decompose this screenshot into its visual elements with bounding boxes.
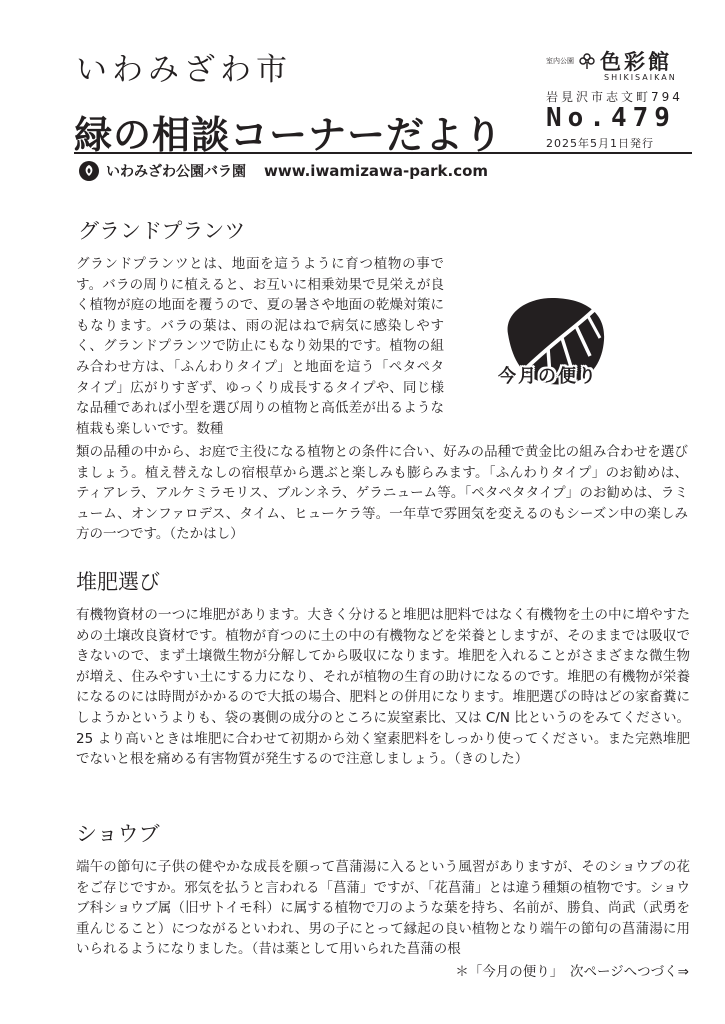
section-paragraph: 有機物資材の一つに堆肥があります。大きく分けると堆肥は肥料ではなく有機物を土の中に増やすための土壌改良資材です。植物が育つのに土の中の有機物などを栄養としますが、そのままでは吸収できないので、まず土壌微生物が分解してから吸収になります。堆肥を入れることがさまざまな微生物が増え、住みやすい土にする力になり、それが植物の生育の助けになるのです。堆肥の有機物が栄養になるのには時間がかかるので大抵の場合、肥料との併用になります。堆肥選びの時はどの家畜糞にしようかというよりも、袋の裏側の成分のところに炭窒素比、又は C/N 比というのをみてください。25 より高いときは堆肥に合わせて初期から効く窒素肥料をしっかり使ってください。また完熟堆肥でないと根を痛める有害物質が発生するので注意しましょう。（きのした）	[76, 607, 690, 768]
newsletter-title: 緑の相談コーナーだより	[74, 113, 504, 157]
logo-subtitle: SHIKISAIKAN	[604, 73, 677, 82]
rose-logo-icon	[78, 160, 100, 182]
section-paragraph: グランドプランツとは、地面を這うように育つ植物の事です。バラの周りに植えると、お互いに相乗効果で見栄えが良く植物が庭の地面を覆うので、夏の暑さや地面の乾燥対策にもなります。バラの葉は、雨の泥はねで病気に感染しやすく、グランドプランツで防止にもなり効果的です。植物の組み合わせ方は、「ふんわりタイプ」と地面を這う「ペタペタタイプ」広がりすぎず、ゆっくり成長するタイプや、同じ様な品種であれば小型を選び周りの植物と高低差が出るような植栽も楽しいです。数種	[76, 256, 444, 437]
park-name: いわみざわ公園バラ園	[106, 164, 246, 180]
section-title-shoubu: ショウブ	[76, 822, 160, 846]
issue-date: 2025年5月1日発行	[546, 137, 654, 150]
section-title-ground-plants: グランドプランツ	[78, 219, 246, 243]
continued-note: ＊「今月の便り」 次ページへつづく⇒	[455, 964, 689, 980]
section-paragraph: 類の品種の中から、お庭で主役になる植物との条件に合い、好みの品種で黄金比の組み合わせを選びましょう。植え替えなしの宿根草から選ぶと楽しみも膨らみます。「ふんわりタイプ」のお勧めは、ティアレラ、アルケミラモリス、ブルンネラ、ゲラニューム等。「ペタペタタイプ」のお勧めは、ラミューム、オンファロデス、タイム、ヒューケラ等。一年草で雰囲気を変えるのもシーズン中の楽しみ方の一つです。（たかはし）	[76, 444, 688, 543]
website-link[interactable]: www.iwamizawa-park.com	[264, 162, 489, 180]
monthly-letter-badge	[486, 292, 662, 412]
section-title-compost: 堆肥選び	[76, 570, 160, 594]
badge-label: 今月の便り	[498, 366, 598, 387]
city-name: いわみざわ市	[76, 52, 292, 88]
leaf-icon	[486, 292, 662, 412]
logo-main-text: 色彩館	[600, 50, 672, 74]
section-paragraph: 端午の節句に子供の健やかな成長を願って菖蒲湯に入るという風習がありますが、そのショウブの花をご存じですか。邪気を払うと言われる「菖蒲」ですが、「花菖蒲」とは違う種類の植物です。ショウブ科ショウブ属（旧サトイモ科）に属する植物で刀のような葉を持ち、名前が、勝負、尚武（武勇を重んじること）につながるといわれ、男の子にとって縁起の良い植物となり端午の節句の菖蒲湯に用いられるようになりました。（昔は薬として用いられた菖蒲の根	[76, 859, 690, 958]
address: 岩見沢市志文町794	[546, 90, 683, 104]
logo-small-text: 室内公園	[546, 56, 574, 65]
park-info	[78, 160, 488, 182]
header-divider	[74, 152, 692, 154]
header-info	[546, 46, 696, 151]
flower-icon	[578, 52, 596, 70]
issue-number: No.479	[546, 103, 676, 133]
shikisaikan-logo	[546, 46, 696, 76]
